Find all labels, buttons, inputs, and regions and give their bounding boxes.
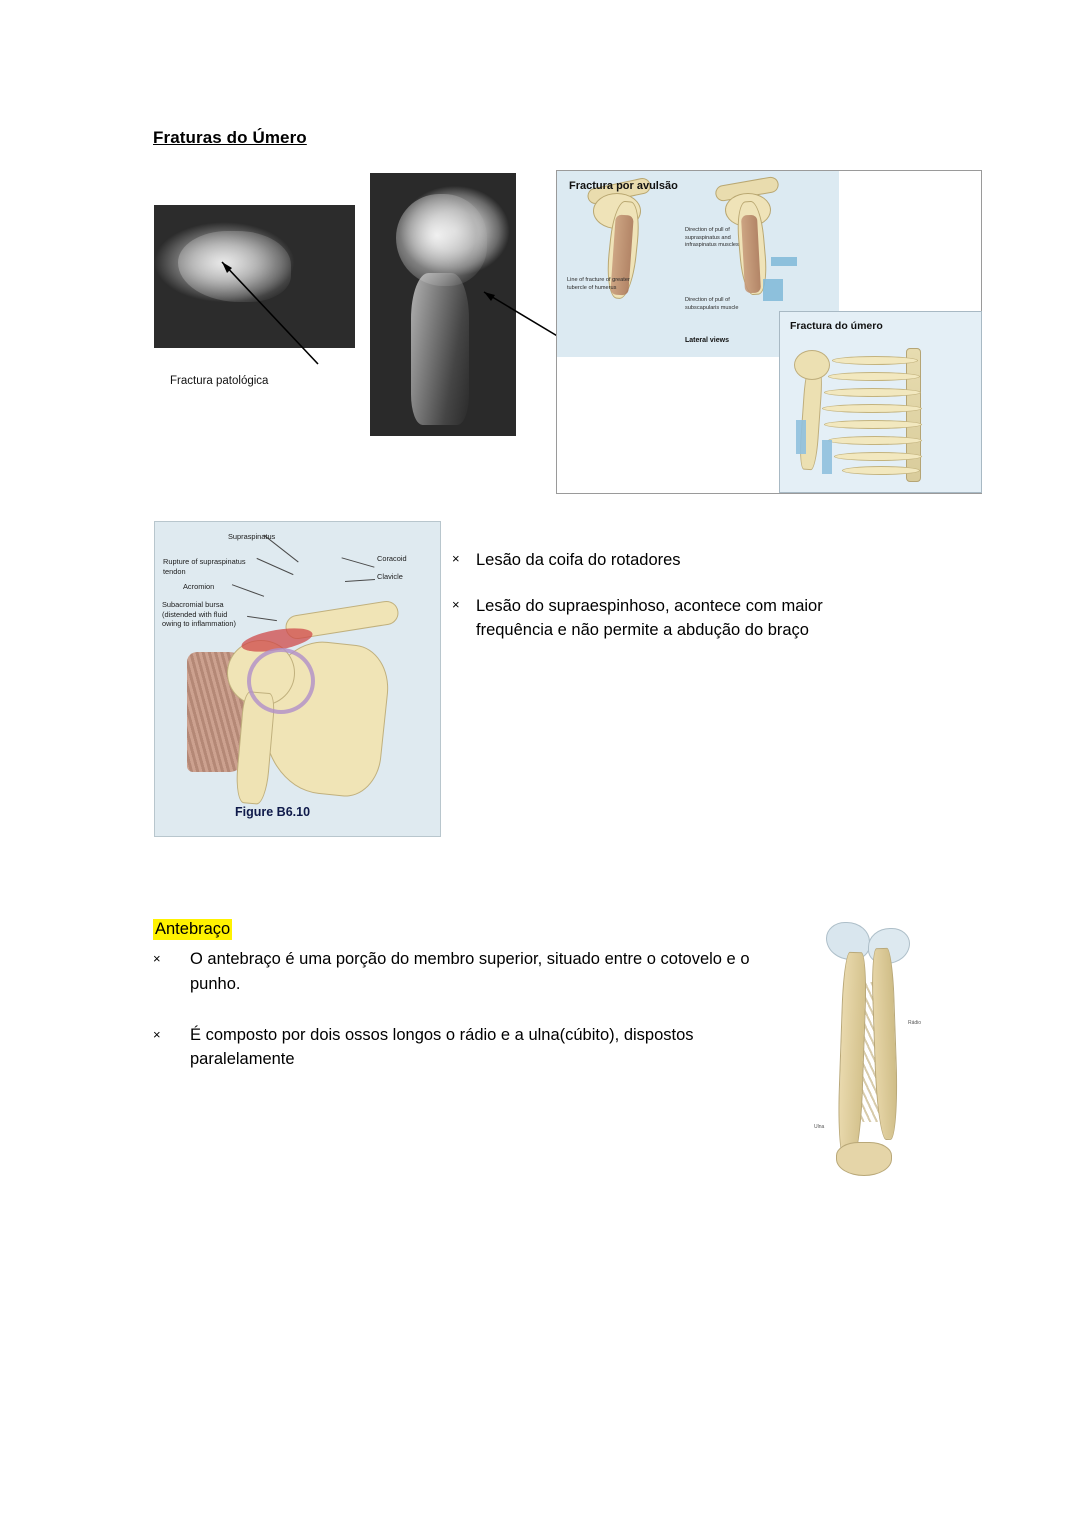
leader-line xyxy=(345,579,375,582)
rib-shape xyxy=(824,388,921,397)
bullet-marker-icon: × xyxy=(153,1026,161,1042)
list-item-text: É composto por dois ossos longos o rádio e a ulna(cúbito), dispostos paralelamente xyxy=(190,1025,694,1069)
xray-pathological-fracture-image xyxy=(154,205,355,348)
displacement-arrow-2 xyxy=(822,440,832,474)
leader-line xyxy=(247,616,277,621)
xray-proximal-humerus-image xyxy=(370,173,516,436)
b610-label-acromion: Acromion xyxy=(183,582,215,591)
antebraco-bullet-list xyxy=(152,947,792,1098)
b610-label-coracoid: Coracoid xyxy=(377,554,407,563)
bullet-marker-icon: × xyxy=(452,551,460,566)
bullet-marker-icon: × xyxy=(452,596,460,612)
rib-shape xyxy=(828,436,922,445)
list-item xyxy=(452,549,882,573)
rib-shape xyxy=(822,404,922,413)
spine-shape xyxy=(906,348,921,482)
leader-line xyxy=(257,558,294,575)
distal-radius-shape xyxy=(836,1142,892,1176)
list-item-text: Lesão do supraespinhoso, acontece com maior frequência e não permite a abdução do braço xyxy=(476,596,823,639)
section-title-antebraco: Antebraço xyxy=(155,920,231,938)
forearm-label-ulna: Ulna xyxy=(814,1124,825,1130)
rib-shape xyxy=(824,420,922,429)
joint-capsule-shape xyxy=(247,648,315,714)
forearm-bones-figure xyxy=(812,912,932,1180)
rib-shape xyxy=(842,466,920,475)
radius-shape xyxy=(836,952,867,1161)
leader-line xyxy=(342,557,375,567)
list-item xyxy=(452,595,882,643)
xray-caption-pathological: Fractura patológica xyxy=(170,375,269,387)
page-title: Fraturas do Úmero xyxy=(153,128,307,147)
b610-caption: Figure B6.10 xyxy=(235,805,311,819)
forearm-label-radius: Rádio xyxy=(908,1020,922,1026)
rib-shape xyxy=(834,452,922,461)
rib-shape xyxy=(832,356,918,365)
humerus-head-shape xyxy=(794,350,830,380)
bullet-marker-icon: × xyxy=(153,951,161,966)
lesion-bullet-list xyxy=(452,549,882,665)
avulsion-figure-title: Fractura por avulsão xyxy=(569,180,678,192)
avulsion-label-supraspinatus-pull: Direction of pull of supraspinatus and infraspinatus muscles xyxy=(685,227,739,249)
displacement-arrow-1 xyxy=(796,420,806,454)
avulsion-label-fracture-line: Line of fracture of greater tubercle of humerus xyxy=(567,277,630,291)
avulsion-label-subscapularis-pull: Direction of pull of subscapularis muscle xyxy=(685,297,739,311)
pull-arrow-2 xyxy=(763,279,783,301)
list-item xyxy=(152,947,792,997)
humerus-figure-title: Fractura do úmero xyxy=(790,320,883,332)
humerus-fracture-figure xyxy=(779,311,982,493)
b610-label-supraspinatus: Supraspinatus xyxy=(228,532,276,541)
b610-label-rupture: Rupture of supraspinatus tendon xyxy=(163,557,246,576)
rotator-cuff-figure xyxy=(154,521,441,837)
pull-arrow-1 xyxy=(771,257,797,266)
list-item-text: O antebraço é uma porção do membro superior, situado entre o cotovelo e o punho. xyxy=(190,950,750,993)
b610-label-subacromial-bursa: Subacromial bursa (distended with fluid owing to inflammation) xyxy=(162,600,236,629)
rib-shape xyxy=(828,372,920,381)
list-item xyxy=(152,1023,792,1073)
leader-line xyxy=(232,584,264,597)
b610-label-clavicle: Clavicle xyxy=(377,572,403,581)
avulsion-label-lateral-views: Lateral views xyxy=(685,337,729,344)
list-item-text: Lesão da coifa do rotadores xyxy=(476,551,681,569)
